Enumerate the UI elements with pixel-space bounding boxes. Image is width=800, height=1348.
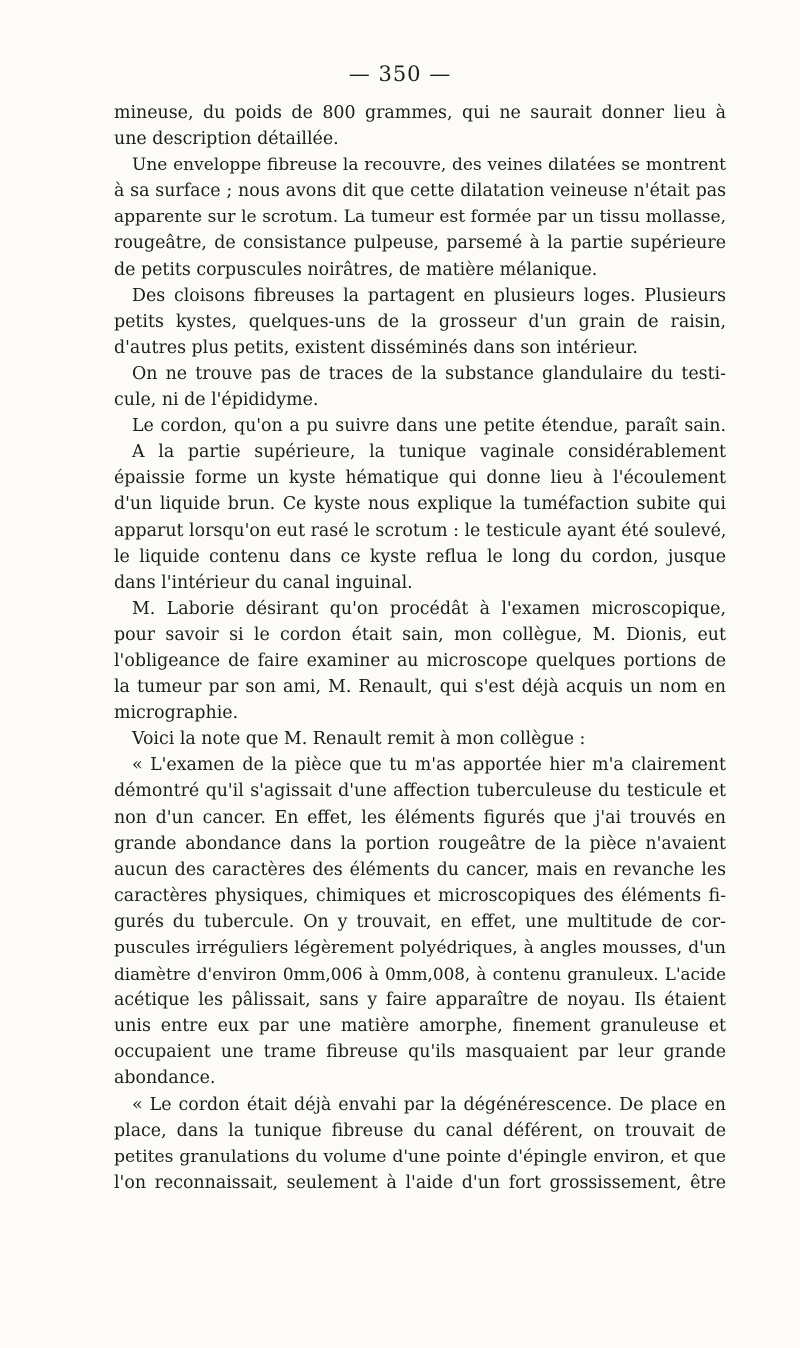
text-line: Une enveloppe fibreuse la recouvre, des veines dilatées se montrent xyxy=(132,155,726,176)
text-line: occupaient une trame fibreuse qu'ils masquaient par leur grande xyxy=(114,1042,726,1063)
text-line: petites granulations du volume d'une pointe d'épingle environ, et que xyxy=(114,1146,726,1167)
text-line: grande abondance dans la portion rougeâtre de la pièce n'avaient xyxy=(114,833,726,854)
text-line: le liquide contenu dans ce kyste reflua le long du cordon, jusque xyxy=(114,546,726,567)
text-line: l'on reconnaissait, seulement à l'aide d'un fort grossissement, être xyxy=(114,1172,726,1193)
text-line: acétique les pâlissait, sans y faire apparaître de noyau. Ils étaient xyxy=(114,990,726,1011)
text-line: à sa surface ; nous avons dit que cette dilatation veineuse n'était pas xyxy=(114,181,726,202)
text-line: apparut lorsqu'on eut rasé le scrotum : le testicule ayant été soulevé, xyxy=(114,520,727,541)
text-line: d'autres plus petits, existent disséminés dans son intérieur. xyxy=(114,337,638,358)
text-line: caractères physiques, chimiques et microscopiques des éléments fi- xyxy=(114,885,726,906)
text-line: mineuse, du poids de 800 grammes, qui ne saurait donner lieu à xyxy=(114,103,726,123)
text-line: Des cloisons fibreuses la partagent en plusieurs loges. Plusieurs xyxy=(132,285,726,306)
text-line: épaissie forme un kyste hématique qui donne lieu à l'écoulement xyxy=(114,468,726,489)
text-line: M. Laborie désirant qu'on procédât à l'examen microscopique, xyxy=(132,598,726,619)
text-line: abondance. xyxy=(114,1068,216,1089)
text-line: « Le cordon était déjà envahi par la dégénérescence. De place en xyxy=(132,1094,726,1115)
text-line: aucun des caractères des éléments du cancer, mais en revanche les xyxy=(114,859,726,880)
text-line: une description détaillée. xyxy=(114,129,339,150)
text-line: cule, ni de l'épididyme. xyxy=(114,390,319,411)
text-line: diamètre d'environ 0mm,006 à 0mm,008, à contenu granuleux. L'acide xyxy=(114,964,726,985)
text-line: rougeâtre, de consistance pulpeuse, parsemé à la partie supérieure xyxy=(114,233,726,254)
text-line: Le cordon, qu'on a pu suivre dans une petite étendue, paraît sain. xyxy=(132,416,726,437)
body-text xyxy=(114,100,726,1196)
text-line: puscules irréguliers légèrement polyédriques, à angles mousses, d'un xyxy=(114,938,726,958)
text-line: gurés du tubercule. On y trouvait, en effet, une multitude de cor- xyxy=(114,911,726,932)
text-line: « L'examen de la pièce que tu m'as apportée hier m'a clairement xyxy=(132,755,726,776)
text-line: démontré qu'il s'agissait d'une affection tuberculeuse du testicule et xyxy=(114,781,726,802)
text-line: d'un liquide brun. Ce kyste nous explique la tuméfaction subite qui xyxy=(114,494,726,515)
text-line: place, dans la tunique fibreuse du canal déférent, on trouvait de xyxy=(114,1120,726,1141)
text-line: la tumeur par son ami, M. Renault, qui s'est déjà acquis un nom en xyxy=(114,677,726,698)
text-line: micrographie. xyxy=(114,703,239,724)
text-line: apparente sur le scrotum. La tumeur est formée par un tissu mollasse, xyxy=(114,207,726,228)
text-line: dans l'intérieur du canal inguinal. xyxy=(114,572,413,593)
text-line: unis entre eux par une matière amorphe, finement granuleuse et xyxy=(114,1016,726,1037)
text-line: non d'un cancer. En effet, les éléments figurés que j'ai trouvés en xyxy=(114,807,726,828)
text-line: Voici la note que M. Renault remit à mon collègue : xyxy=(132,729,586,750)
text-line: A la partie supérieure, la tunique vaginale considérablement xyxy=(132,442,726,463)
text-line: On ne trouve pas de traces de la substance glandulaire du testi- xyxy=(132,363,726,384)
text-line: petits kystes, quelques-uns de la grosseur d'un grain de raisin, xyxy=(114,311,726,332)
page-number: — 350 — xyxy=(348,62,452,86)
text-line: pour savoir si le cordon était sain, mon collègue, M. Dionis, eut xyxy=(114,624,726,645)
text-line: l'obligeance de faire examiner au microscope quelques portions de xyxy=(114,650,726,671)
text-line: de petits corpuscules noirâtres, de matière mélanique. xyxy=(114,259,598,280)
